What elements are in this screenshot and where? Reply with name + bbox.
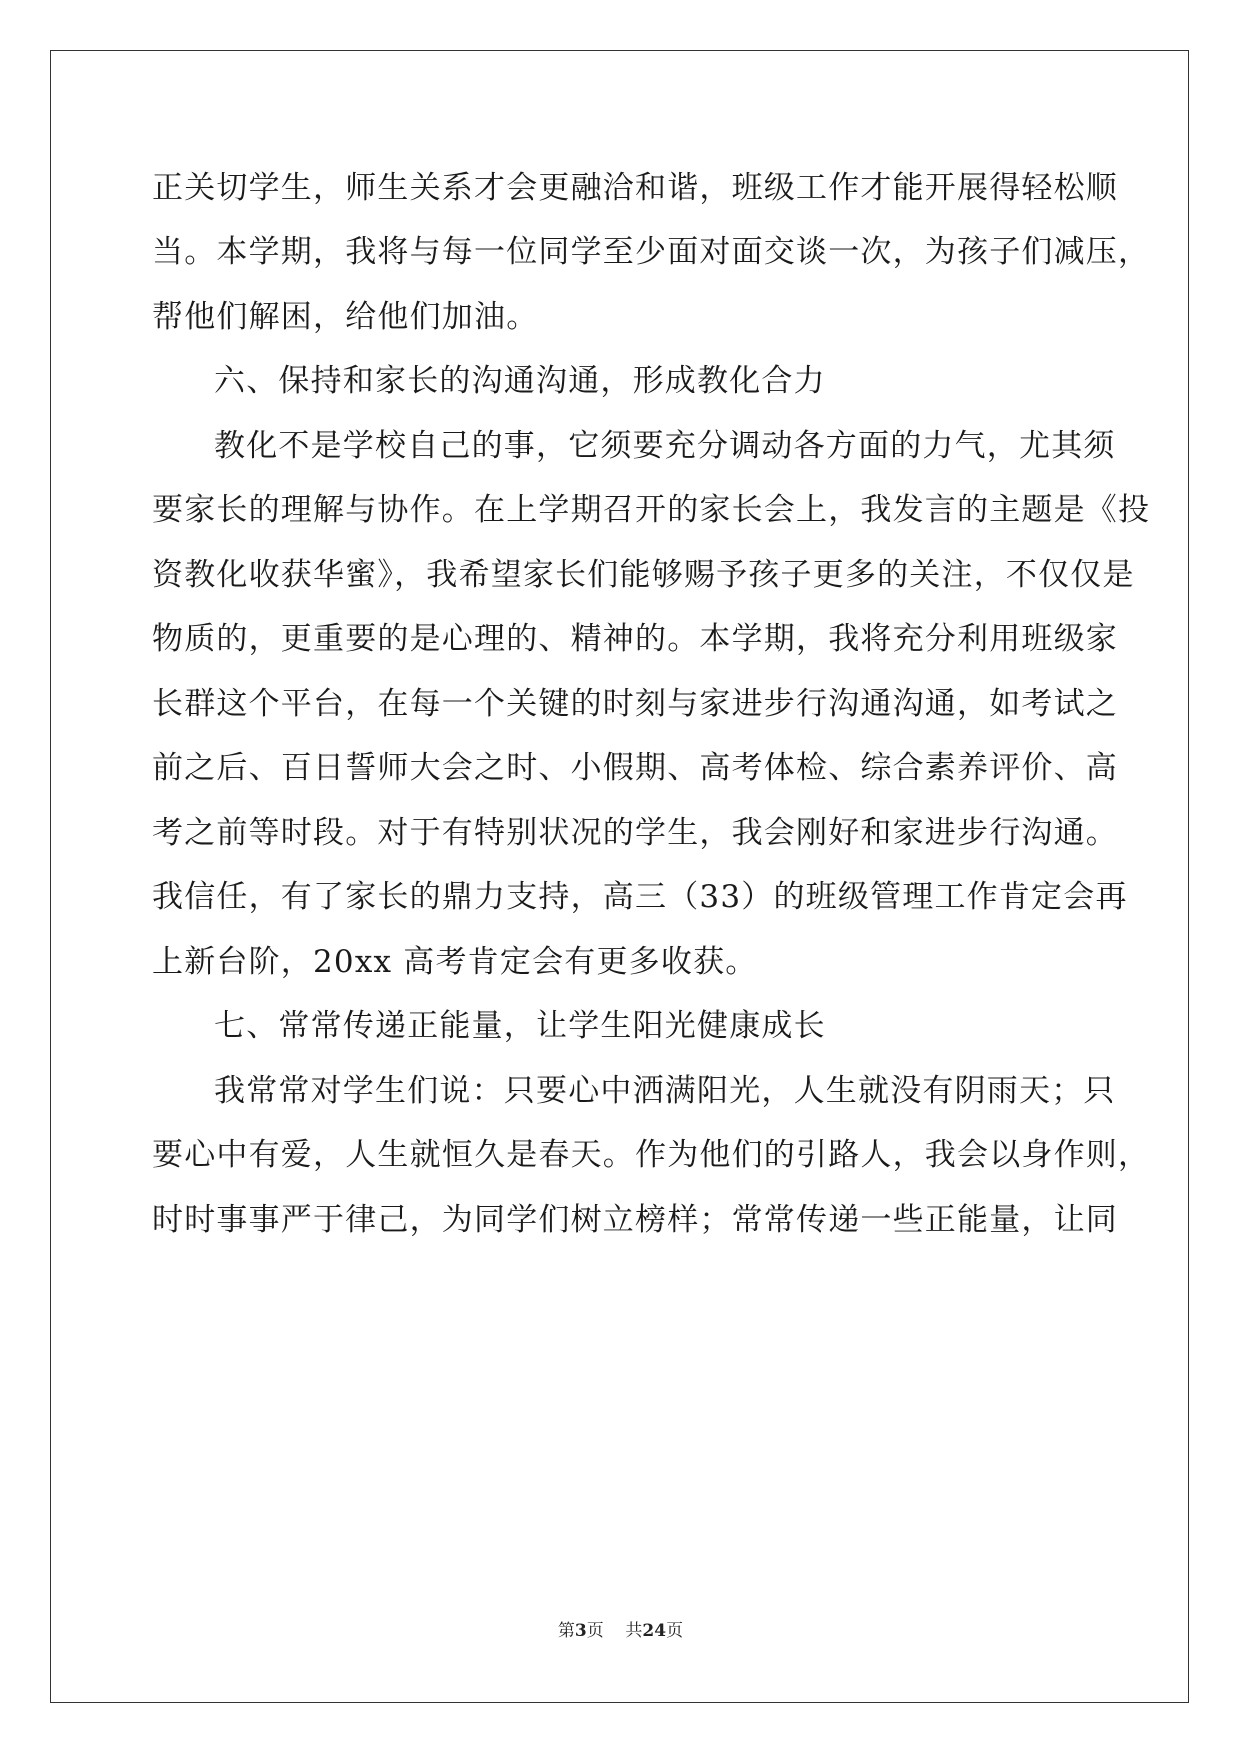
- text-line: 我信任，有了家长的鼎力支持，高三（33）的班级管理工作肯定会再: [152, 879, 1128, 915]
- page-footer: [0, 1616, 1241, 1641]
- text-line: 正关切学生，师生关系才会更融洽和谐，班级工作才能开展得轻松顺: [152, 170, 1118, 206]
- section-heading: 六、保持和家长的沟通沟通，形成教化合力: [214, 363, 826, 399]
- text-line: 我常常对学生们说：只要心中洒满阳光，人生就没有阴雨天；只: [214, 1073, 1116, 1109]
- text-line: 教化不是学校自己的事，它须要充分调动各方面的力气，尤其须: [214, 428, 1116, 464]
- text-line: 资教化收获华蜜》，我希望家长们能够赐予孩子更多的关注，不仅仅是: [152, 557, 1135, 593]
- text-line: 时时事事严于律己，为同学们树立榜样；常常传递一些正能量，让同: [152, 1202, 1118, 1238]
- text-line: 帮他们解困，给他们加油。: [152, 299, 539, 335]
- current-page-number: 3: [574, 1621, 587, 1641]
- text-line: 长群这个平台，在每一个关键的时刻与家进步行沟通沟通，如考试之: [152, 686, 1118, 722]
- text-line: 前之后、百日誓师大会之时、小假期、高考体检、综合素养评价、高: [152, 750, 1118, 786]
- footer-prefix: 第: [557, 1621, 575, 1641]
- text-line: 物质的，更重要的是心理的、精神的。本学期，我将充分利用班级家: [152, 621, 1118, 657]
- text-line: 上新台阶，20xx 高考肯定会有更多收获。: [152, 944, 758, 980]
- text-line: 要心中有爱，人生就恒久是春天。作为他们的引路人，我会以身作则，: [152, 1137, 1151, 1173]
- text-line: 考之前等时段。对于有特别状况的学生，我会刚好和家进步行沟通。: [152, 815, 1118, 851]
- text-line: 要家长的理解与协作。在上学期召开的家长会上，我发言的主题是《投: [152, 492, 1151, 528]
- footer-page-suffix: 页: [586, 1621, 604, 1641]
- text-line: 当。本学期，我将与每一位同学至少面对面交谈一次，为孩子们减压，: [152, 234, 1151, 270]
- total-pages-number: 24: [642, 1621, 667, 1641]
- footer-total-suffix: 页: [666, 1621, 684, 1641]
- section-heading: 七、常常传递正能量，让学生阳光健康成长: [214, 1008, 826, 1044]
- footer-total-prefix: 共: [625, 1621, 643, 1641]
